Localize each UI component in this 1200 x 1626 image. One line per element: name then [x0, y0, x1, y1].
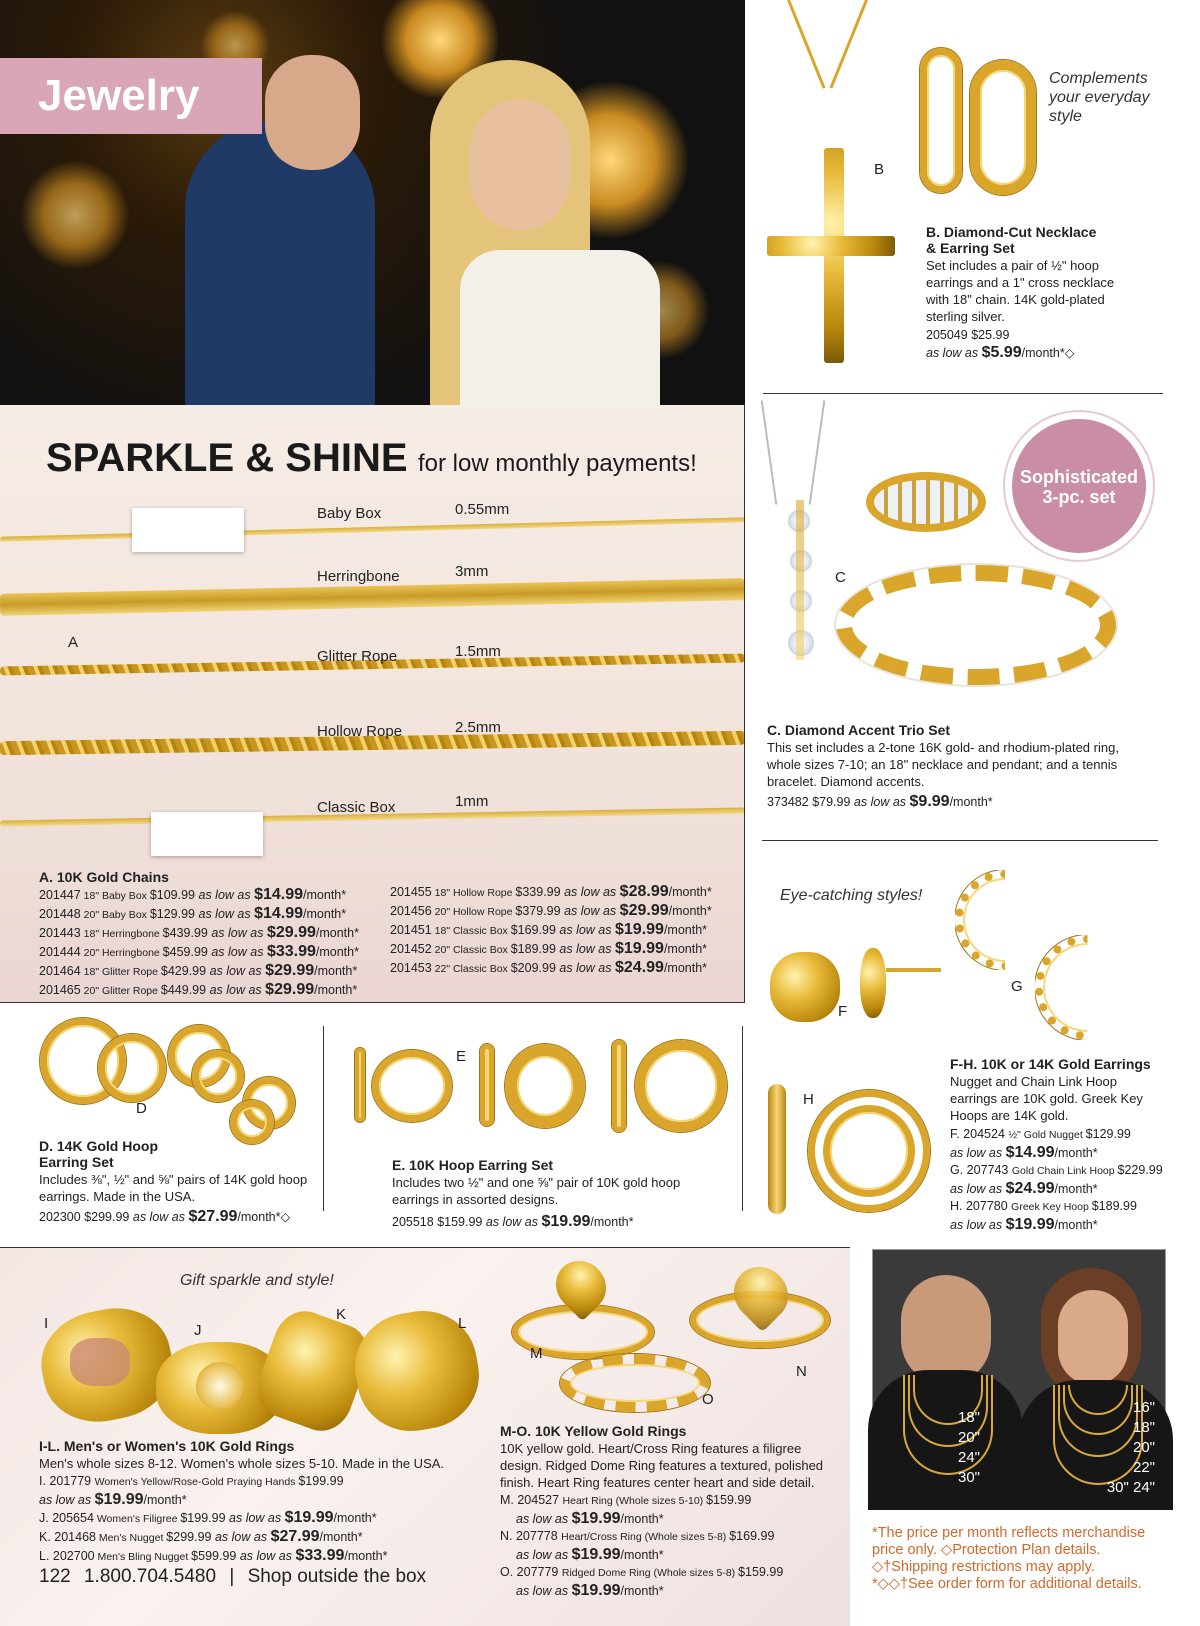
- man-figure: [185, 120, 375, 405]
- length-label: 30": [958, 1469, 981, 1486]
- sku-row: 205518 $159.99 as low as $19.99/month*: [392, 1213, 634, 1230]
- sku-row: K. 201468 Men's Nugget $299.99 as low as $27.99/month*: [39, 1528, 363, 1545]
- greek-key-hoop-side: [768, 1084, 786, 1214]
- ring-o: [560, 1354, 710, 1412]
- sku-row: 201453 22" Classic Box $209.99 as low as $24.99/month*: [390, 959, 708, 976]
- product-tagline: Complements your everyday style: [1049, 70, 1150, 125]
- product-desc: 10K yellow gold. Heart/Cross Ring features a filigree design. Ridged Dome Ring features a textured, polished finish. Heart Ring features center heart and side detail.: [500, 1441, 824, 1490]
- product-title: C. Diamond Accent Trio Set: [767, 722, 951, 738]
- sku-row: O. 207779 Ridged Dome Ring (Whole sizes 5-8) $159.99 as low as $19.99/month*: [500, 1565, 784, 1599]
- hoop-earring: [355, 1048, 365, 1122]
- hoop-earring: [612, 1040, 626, 1132]
- footer-tagline: Shop outside the box: [247, 1566, 427, 1587]
- sku-row: 201455 18" Hollow Rope $339.99 as low as $28.99/month*: [390, 883, 712, 900]
- chain-name: Herringbone: [317, 568, 400, 585]
- length-labels-right: [1107, 1398, 1155, 1498]
- length-label: 24": [958, 1449, 981, 1466]
- sku-row: 201451 18" Classic Box $169.99 as low as $19.99/month*: [390, 921, 708, 938]
- price-tag: [151, 812, 263, 856]
- product-letter: J: [194, 1322, 202, 1339]
- sku-row: L. 202700 Men's Bling Nugget $599.99 as low as $33.99/month*: [39, 1547, 388, 1564]
- product-title: F-H. 10K or 14K Gold Earrings: [950, 1056, 1151, 1072]
- product-title: B. Diamond-Cut Necklace & Earring Set: [926, 224, 1097, 256]
- product-tagline: Gift sparkle and style!: [180, 1272, 334, 1289]
- product-letter: B: [874, 161, 885, 178]
- hoop-earring: [970, 60, 1036, 195]
- hoop-earring: [98, 1034, 166, 1102]
- product-letter: F: [838, 1003, 848, 1020]
- sku-row: 201465 20" Glitter Rope $449.99 as low as $29.99/month*: [39, 981, 358, 998]
- hoop-earring: [635, 1040, 727, 1132]
- product-letter: K: [336, 1306, 347, 1323]
- product-desc: This set includes a 2-tone 16K gold- and rhodium-plated ring, whole sizes 7-10; an 18" necklace and pendant; and a tennis bracelet. Diamond accents.: [767, 740, 1119, 789]
- nugget-earring: [770, 952, 840, 1022]
- sku-row: M. 204527 Heart Ring (Whole sizes 5-10) $159.99 as low as $19.99/month*: [500, 1493, 752, 1527]
- product-letter: O: [702, 1391, 714, 1408]
- sku-row: 205049 $25.99 as low as $5.99/month*◇: [926, 328, 1075, 361]
- sku-row: 202300 $299.99 as low as $27.99/month*◇: [39, 1208, 291, 1225]
- sku-row: 201456 20" Hollow Rope $379.99 as low as $29.99/month*: [390, 902, 712, 919]
- sku-row: 201447 18" Baby Box $109.99 as low as $14.99/month*: [39, 886, 347, 903]
- length-label: 20": [1132, 1439, 1155, 1456]
- page-footer: 122 1.800.704.5480 | Shop outside the box: [39, 1566, 427, 1587]
- model-man: [901, 1275, 991, 1385]
- hoop-earring: [372, 1050, 452, 1122]
- length-labels-left: [958, 1408, 980, 1488]
- hoop-earring: [920, 48, 962, 193]
- product-c-bracelet: [836, 565, 1116, 685]
- length-label: 30" 24": [1106, 1479, 1155, 1496]
- chain-size: 1.5mm: [455, 643, 501, 660]
- length-label: 18": [958, 1409, 981, 1426]
- hoop-earring: [192, 1050, 244, 1102]
- product-letter: N: [796, 1363, 807, 1380]
- hoop-earring: [230, 1100, 274, 1144]
- product-letter: G: [1011, 978, 1023, 995]
- nugget-earring: [860, 948, 886, 1018]
- headline-main: SPARKLE & SHINE: [46, 436, 408, 480]
- hoop-earring: [480, 1044, 494, 1126]
- product-b-necklace: [767, 0, 897, 370]
- sophisticated-badge: Sophisticated 3-pc. set: [1005, 412, 1153, 560]
- product-letter: D: [136, 1100, 147, 1117]
- product-letter: E: [456, 1048, 467, 1065]
- product-letter: I: [44, 1315, 49, 1332]
- sku-row: H. 207780 Greek Key Hoop $189.99 as low as $19.99/month*: [950, 1199, 1137, 1233]
- sku-row: 373482 $79.99 as low as $9.99/month*: [767, 793, 993, 810]
- product-title: E. 10K Hoop Earring Set: [392, 1157, 554, 1173]
- chain-name: Classic Box: [317, 799, 396, 816]
- greek-key-hoop: [808, 1090, 930, 1212]
- chain-link-hoop: [1035, 935, 1140, 1040]
- product-letter: M: [530, 1345, 543, 1362]
- product-tagline: Eye-catching styles!: [780, 887, 923, 904]
- sku-row: J. 205654 Women's Filigree $199.99 as low as $19.99/month*: [39, 1509, 377, 1526]
- sku-row: F. 204524 ½" Gold Nugget $129.99 as low as $14.99/month*: [950, 1127, 1131, 1161]
- hoop-earring: [505, 1044, 585, 1128]
- length-label: 16": [1132, 1399, 1155, 1416]
- chain-size: 3mm: [455, 563, 489, 580]
- product-c-pendant: [768, 400, 828, 680]
- product-title: A. 10K Gold Chains: [39, 869, 169, 885]
- price-tag: [132, 508, 244, 552]
- sku-row: N. 207778 Heart/Cross Ring (Whole sizes 5-8) $169.99 as low as $19.99/month*: [500, 1529, 775, 1563]
- chain-size: 0.55mm: [455, 501, 510, 518]
- sku-row: 201443 18" Herringbone $439.99 as low as $29.99/month*: [39, 924, 359, 941]
- product-letter: C: [835, 569, 846, 586]
- product-desc: Includes two ½" and one ⅝" pair of 10K gold hoop earrings in assorted designs.: [392, 1175, 681, 1207]
- sku-row: G. 207743 Gold Chain Link Hoop $229.99 as low as $24.99/month*: [950, 1163, 1163, 1197]
- chain-length-photo: [872, 1249, 1166, 1499]
- sku-row: 201452 20" Classic Box $189.99 as low as $19.99/month*: [390, 940, 708, 957]
- chain-name: Baby Box: [317, 505, 382, 522]
- page-number: 122: [39, 1566, 71, 1587]
- headline: [46, 436, 697, 481]
- chain-name: Hollow Rope: [317, 723, 403, 740]
- product-letter: H: [803, 1091, 814, 1108]
- product-title: M-O. 10K Yellow Gold Rings: [500, 1423, 687, 1439]
- product-title: D. 14K Gold Hoop Earring Set: [39, 1138, 158, 1170]
- headline-sub: for low monthly payments!: [417, 450, 697, 477]
- section-tab: [0, 58, 262, 134]
- length-label: 22": [1132, 1459, 1155, 1476]
- product-desc: Men's whole sizes 8-12. Women's whole sizes 5-10. Made in the USA.: [39, 1456, 445, 1471]
- length-label: 18": [1132, 1419, 1155, 1436]
- sku-list-left: [39, 886, 379, 1000]
- chain-size: 2.5mm: [455, 719, 501, 736]
- product-letter: A: [68, 634, 79, 651]
- sku-row: 201464 18" Glitter Rope $429.99 as low as $29.99/month*: [39, 962, 358, 979]
- sku-row: 201444 20" Herringbone $459.99 as low as $33.99/month*: [39, 943, 359, 960]
- sku-row: 201448 20" Baby Box $129.99 as low as $14.99/month*: [39, 905, 347, 922]
- sku-row: I. 201779 Women's Yellow/Rose-Gold Praying Hands $199.99 as low as $19.99/month*: [39, 1474, 344, 1508]
- chain-name: Glitter Rope: [317, 648, 398, 665]
- length-label: 20": [958, 1429, 981, 1446]
- sku-list-mo: [500, 1492, 840, 1600]
- product-title: I-L. Men's or Women's 10K Gold Rings: [39, 1438, 295, 1454]
- chain-size: 1mm: [455, 793, 489, 810]
- product-c-ring: [866, 472, 986, 532]
- phone-number[interactable]: 1.800.704.5480: [83, 1566, 217, 1587]
- product-desc: Nugget and Chain Link Hoop earrings are 10K gold. Greek Key Hoops are 14K gold.: [950, 1074, 1143, 1123]
- chain-link-hoop: [955, 870, 1055, 970]
- sku-list-il: [39, 1473, 459, 1566]
- disclaimer: *The price per month reflects merchandise price only. ◇Protection Plan details. ◇†Shipping restrictions may apply. *◇◇†See order form for additional details.: [872, 1525, 1146, 1592]
- section-title: Jewelry: [38, 71, 200, 120]
- sku-list-right: [390, 883, 730, 978]
- product-desc: Includes ⅜", ½" and ⅝" pairs of 14K gold hoop earrings. Made in the USA.: [39, 1172, 308, 1204]
- sku-list-fh: [950, 1126, 1170, 1234]
- product-desc: Set includes a pair of ½" hoop earrings and a 1" cross necklace with 18" chain. 14K gold-plated sterling silver.: [926, 258, 1115, 324]
- product-letter: L: [458, 1315, 467, 1332]
